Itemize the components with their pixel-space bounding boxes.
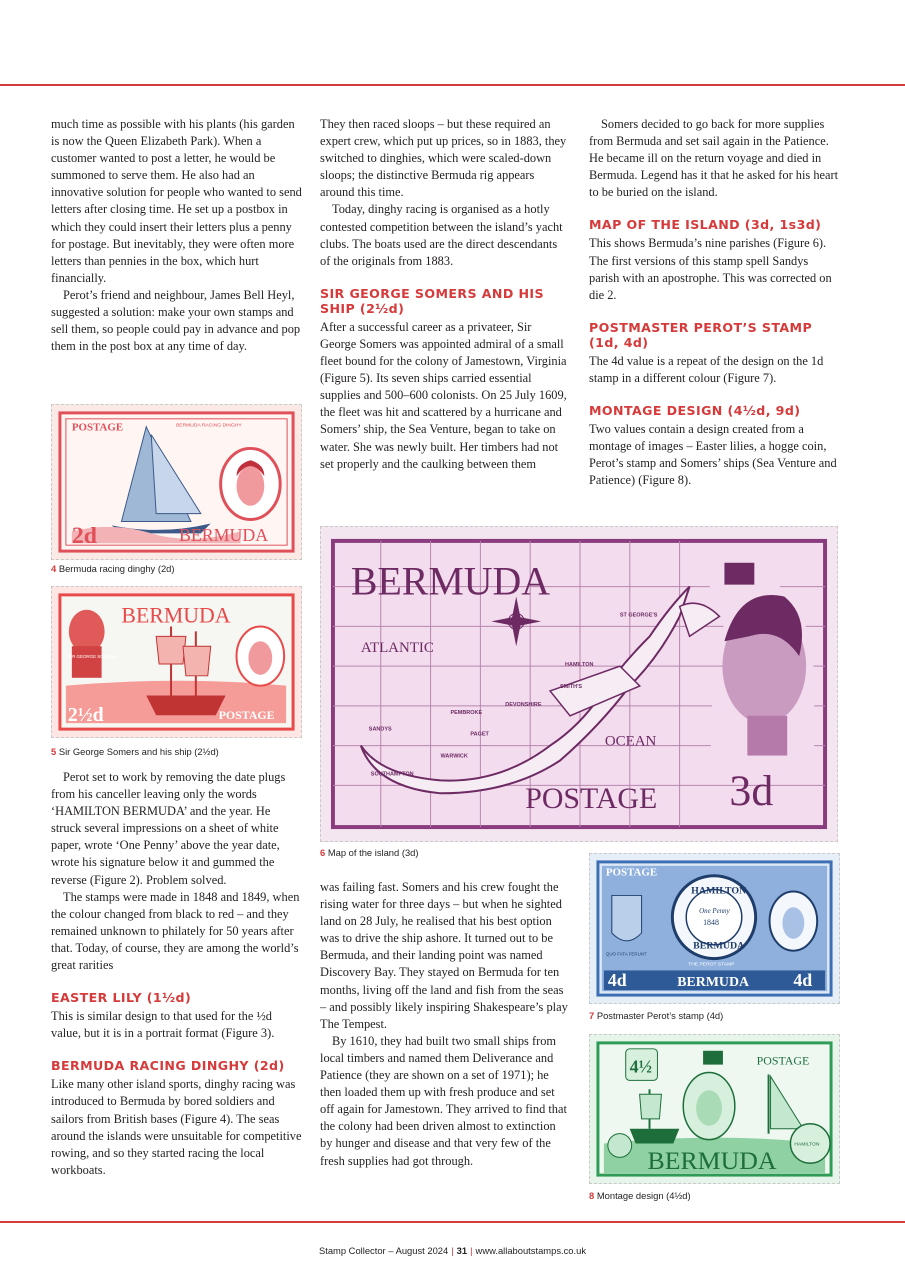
paragraph: Perot set to work by removing the date plugs from his canceller leaving only the words ‘HAMILTON BERMUDA’ and the year. He struck several impressions on a sheet of white paper, wrote ‘One Penny’ above the year date, wrote his signature below it and gummed the reverse (Figure 2). Problem solved. — [51, 770, 286, 887]
column-1-continued — [51, 769, 303, 1179]
column-3 — [589, 116, 841, 489]
figure-caption: 5 Sir George Somers and his ship (2½d) — [51, 746, 219, 757]
paragraph: Two values contain a design created from a montage of images – Easter lilies, a hogge coin, Perot’s stamp and Somers’ ships (Sea Venture and Patience) (Figure 8). — [589, 422, 837, 488]
parish-label: PAGET — [470, 731, 489, 738]
stamp-value: 3d — [729, 767, 774, 816]
stamp-text: QUO FATA FERUNT — [605, 951, 647, 957]
stamp-text: HAMILTON — [794, 1142, 820, 1148]
page-number: 31 — [456, 1245, 468, 1256]
section-heading: MAP OF THE ISLAND (3d, 1s3d) — [589, 217, 822, 233]
paragraph: By 1610, they had built two small ships from local timbers and named them Deliverance and Patience (they are shown on a set of 1971); he then loaded them up with fresh produce and set off again for Jamestown. They arrived to find that the colony had been driven almost to extinction by hunger and disease and that very few of the fresh supplies had got through. — [320, 1033, 567, 1168]
stamp-map-of-island — [320, 526, 838, 842]
stamp-text: HAMILTON — [691, 885, 747, 897]
stamp-text: BERMUDA — [178, 525, 269, 546]
stamp-perot — [589, 853, 840, 1004]
stamp-text: BERMUDA — [677, 974, 750, 990]
top-rule — [0, 84, 905, 86]
stamp-value: 4d — [607, 970, 627, 991]
stamp-text: BERMUDA — [121, 603, 231, 628]
parish-label: DEVONSHIRE — [505, 701, 542, 708]
column-2 — [320, 116, 570, 473]
section-heading: EASTER LILY (1½d) — [51, 990, 192, 1006]
figure-caption: 4 Bermuda racing dinghy (2d) — [51, 563, 175, 574]
stamp-text: THE PEROT STAMP — [688, 962, 735, 968]
page-footer: Stamp Collector – August 2024 | 31 | www.allaboutstamps.co.uk — [318, 1245, 587, 1256]
stamp-text: SIR GEORGE SOMERS — [67, 654, 117, 660]
section-heading: BERMUDA RACING DINGHY (2d) — [51, 1058, 285, 1074]
website-link[interactable]: www.allaboutstamps.co.uk — [475, 1245, 587, 1256]
paragraph: Like many other island sports, dinghy racing was introduced to Bermuda by bored soldiers and sailors from British bases (Figure 4). The seas around the islands were unsuitable for competitive rowing, and so they started racing the local workboats. — [51, 1077, 302, 1177]
paragraph: The stamps were made in 1848 and 1849, when the colour changed from black to red – and they remained unknown to philately for 50 years after that. Today, of course, they are among the world’s great rarities — [51, 889, 300, 973]
paragraph: This is similar design to that used for the ½d value, but it is in a portrait format (Figure 3). — [51, 1009, 275, 1041]
stamp-text: POSTAGE — [218, 708, 275, 723]
stamp-text: BERMUDA — [693, 940, 745, 952]
section-heading: MONTAGE DESIGN (4½d, 9d) — [589, 403, 801, 419]
stamp-value: 2d — [71, 523, 97, 550]
parish-label: SANDYS — [368, 726, 392, 733]
section-heading: POSTMASTER PEROT’S STAMP (1d, 4d) — [589, 319, 813, 350]
paragraph: This shows Bermuda’s nine parishes (Figure 6). The first versions of this stamp spell Sandys parish with an apostrophe. This was corrected on die 2. — [589, 236, 832, 302]
section-heading: SIR GEORGE SOMERS AND HIS SHIP (2½d) — [320, 285, 544, 316]
stamp-text: BERMUDA — [647, 1146, 777, 1176]
parish-label: SOUTHAMPTON — [370, 771, 414, 778]
bottom-rule — [0, 1221, 905, 1223]
paragraph: was failing fast. Somers and his crew fought the rising water for three days – but when he sighted land on 28 July, he realised that his best option was to drive the ship ashore. It turned out to be Bermuda, and their landing point was named Discovery Bay. They stayed on Bermuda for ten months, living off the land and fish from the seas – and possibly likely inspiring Shakespeare’s play The Tempest. — [320, 880, 568, 1031]
stamp-text: ATLANTIC — [360, 640, 434, 657]
stamp-value: 4d — [793, 970, 813, 991]
parish-label: WARWICK — [440, 753, 468, 760]
stamp-text: BERMUDA RACING DINGHY — [176, 423, 242, 429]
paragraph: much time as possible with his plants (his garden is now the Queen Elizabeth Park). When a customer wanted to post a letter, he would be summoned to serve them. He also had an innovative solution for people who wanted to send letters after closing time. He set up a postbox in which they could insert their letters plus a penny for postage. But inevitably, they were often more letters than pennies in the box, which hurt financially. — [51, 117, 302, 285]
paragraph: Perot’s friend and neighbour, James Bell Heyl, suggested a solution: make your own stamps and sell them, so people could pay in advance and pop them in the post box at any time of day. — [51, 287, 301, 354]
paragraph: The 4d value is a repeat of the design on the 1d stamp in a different colour (Figure 7). — [589, 353, 824, 385]
parish-label: ST GEORGE'S — [619, 612, 658, 619]
stamp-text: BERMUDA — [350, 559, 551, 604]
stamp-text: OCEAN — [604, 733, 657, 750]
stamp-racing-dinghy — [51, 404, 302, 560]
paragraph: Somers decided to go back for more supplies from Bermuda and set sail again in the Patience. He became ill on the return voyage and died in Bermuda. Legend has it that he asked for his heart to be buried on the island. — [589, 117, 839, 200]
paragraph: After a successful career as a privateer, Sir George Somers was appointed admiral of a small fleet bound for the colony of Jamestown, Virginia (Figure 5). Its seven ships carried essential supplies and 500–600 colonists. On 25 July 1609, the fleet was hit and scattered by a hurricane and Somers’ ship, the Sea Venture, began to take on water. She was newly built. Her timbers had not set properly and the caulking between them — [320, 319, 567, 471]
stamp-text: POSTAGE — [525, 782, 658, 816]
stamp-text: POSTAGE — [756, 1053, 810, 1068]
stamp-value: 2½d — [67, 704, 104, 727]
paragraph: They then raced sloops – but these required an expert crew, which put up prices, so in 1883, they switched to dinghies, which were scaled-down sloops; the distinctive Bermuda rig appears around this time. — [320, 117, 567, 200]
column-1 — [51, 116, 303, 355]
stamp-somers-ship — [51, 586, 302, 738]
publication-name: Stamp Collector – August 2024 — [318, 1245, 449, 1256]
paragraph: Today, dinghy racing is organised as a hotly contested competition between the island’s yacht clubs. The boats used are the direct descendants of the originals from 1883. — [320, 202, 563, 268]
stamp-text: 1848 — [703, 918, 719, 928]
stamp-value: 4½ — [629, 1056, 652, 1077]
column-2-continued — [320, 879, 570, 1170]
figure-caption: 8 Montage design (4½d) — [589, 1190, 691, 1201]
stamp-montage — [589, 1034, 840, 1184]
parish-label: PEMBROKE — [450, 709, 483, 716]
figure-caption: 7 Postmaster Perot’s stamp (4d) — [589, 1010, 724, 1021]
stamp-text: One Penny — [699, 908, 730, 916]
parish-label: HAMILTON — [565, 662, 594, 669]
figure-caption: 6 Map of the island (3d) — [320, 847, 419, 858]
stamp-text: POSTAGE — [605, 866, 658, 879]
parish-label: SMITH'S — [560, 683, 583, 690]
stamp-text: POSTAGE — [71, 421, 124, 434]
